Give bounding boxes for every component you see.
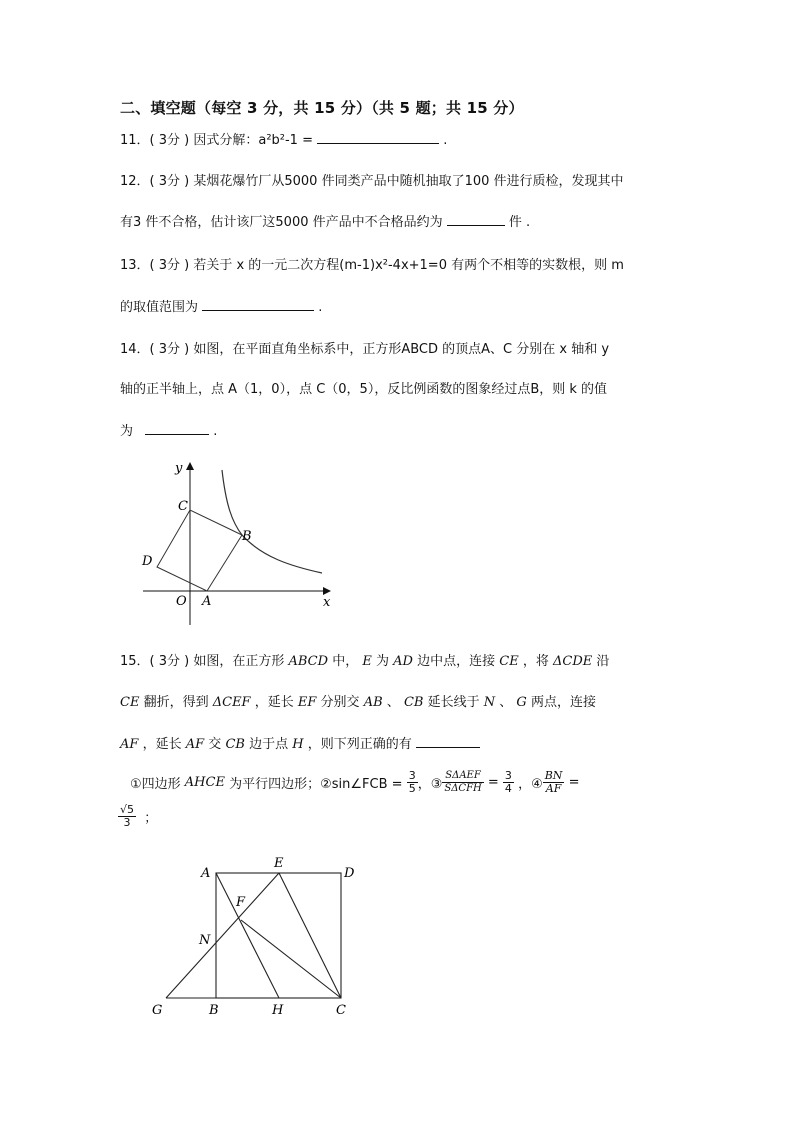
label-h: H xyxy=(272,1003,284,1018)
q15-l1-f: AD xyxy=(393,654,413,669)
q15-opt4-fraction xyxy=(543,770,565,795)
q12-line2-post: 件 . xyxy=(508,215,531,230)
q14-line3-post: . xyxy=(213,424,218,439)
q15-l2-b: 翻折，得到 xyxy=(143,695,209,710)
q15-l2-g: AB xyxy=(363,695,383,710)
question-11 xyxy=(120,129,447,148)
q15-opt3-rnum: 3 xyxy=(504,768,512,782)
q15-l2-k: N xyxy=(483,695,496,710)
section-title: 二、填空题（每空 3 分，共 15 分）（共 5 题；共 15 分） xyxy=(120,99,524,117)
q14-answer-blank[interactable] xyxy=(145,422,209,435)
q14-line2: 轴的正半轴上，点 A（1，0），点 C（0，5），反比例函数的图象经过点B，则 k 的值 xyxy=(120,382,608,397)
segment-ec xyxy=(279,873,341,998)
q15-opt3-fraction xyxy=(442,770,483,795)
q15-l2-m: G xyxy=(516,695,527,710)
q12-line1: 12．( 3分 ) 某烟花爆竹厂从5000 件同类产品中随机抽取了100 件进行质检，发现其中 xyxy=(120,174,624,189)
label-a: A xyxy=(201,866,211,881)
q15-opt4-den: AF xyxy=(545,781,562,795)
label-d: D xyxy=(344,866,355,881)
q15-opt2-fraction xyxy=(407,770,418,795)
q15-l3-f: 边于点 xyxy=(249,737,289,752)
label-f: F xyxy=(236,895,246,910)
q15-opt3-num: SΔAEF xyxy=(442,770,483,783)
label-y: y xyxy=(175,461,183,476)
q11-answer-blank[interactable] xyxy=(317,131,439,144)
q11-tail: . xyxy=(443,133,448,148)
q15-l1-e: 为 xyxy=(376,654,390,669)
square-abcd xyxy=(216,873,341,998)
q12-line2 xyxy=(120,211,530,230)
q12-answer-blank[interactable] xyxy=(447,213,505,226)
q15-l2-h: 、 xyxy=(386,695,400,710)
q15-opt4-pre: ，④ xyxy=(518,776,543,792)
q15-l1-k: 沿 xyxy=(596,654,610,669)
q15-l2-d: ，延长 xyxy=(254,695,294,710)
q13-answer-blank[interactable] xyxy=(202,298,314,311)
q15-l2-j: 延长线于 xyxy=(427,695,480,710)
label-c: C xyxy=(178,499,188,514)
q15-l2-a: CE xyxy=(120,695,140,710)
q15-line2 xyxy=(120,691,596,710)
q15-l3-b: ，延长 xyxy=(142,737,182,752)
label-g: G xyxy=(152,1003,163,1018)
q15-l2-l: 、 xyxy=(499,695,513,710)
q15-l1-a: 15．( 3分 ) 如图，在正方形 xyxy=(120,654,285,669)
q15-l1-h: CE xyxy=(499,654,519,669)
q15-opt3-pre: ，③ xyxy=(417,776,443,792)
q15-opt3-eq: = xyxy=(487,774,499,790)
q15-answer-blank[interactable] xyxy=(416,735,480,748)
q15-opt4-ratio xyxy=(118,804,136,829)
q15-l3-d: 交 xyxy=(208,737,222,752)
q15-line3 xyxy=(120,733,480,752)
q15-l3-a: AF xyxy=(120,737,139,752)
q15-l2-f: 分别交 xyxy=(320,695,360,710)
q15-opt3-rden: 4 xyxy=(504,781,512,795)
q15-l3-c: AF xyxy=(185,737,205,752)
segment-ah xyxy=(216,873,279,998)
q15-options xyxy=(130,764,579,800)
q15-l1-c: 中， xyxy=(332,654,359,669)
q15-opt2-den: 5 xyxy=(408,781,416,795)
q15-l2-i: CB xyxy=(403,695,424,710)
q12-line2-pre: 有3 件不合格，估计该厂这5000 件产品中不合格品约为 xyxy=(120,215,443,230)
q15-opt4-num: BN xyxy=(544,768,563,782)
q14-line3-pre: 为 xyxy=(120,424,134,439)
square-abcd xyxy=(157,510,242,591)
q15-opt3-ratio xyxy=(503,770,514,795)
q15-opt2-num: 3 xyxy=(408,768,416,782)
segment-fc xyxy=(241,920,341,998)
q15-l1-j: ΔCDE xyxy=(553,654,593,669)
q15-opt1-b: AHCE xyxy=(184,774,225,790)
q14-line3 xyxy=(120,420,217,439)
q13-line1: 13．( 3分 ) 若关于 x 的一元二次方程(m-1)x²-4x+1=0 有两个不相等的实数根，则 m xyxy=(120,258,624,273)
q15-l3-e: CB xyxy=(225,737,245,752)
q13-line2 xyxy=(120,296,322,315)
q15-opt3-den: SΔCFH xyxy=(444,782,482,794)
label-x: x xyxy=(323,595,331,610)
q15-l2-e: EF xyxy=(297,695,317,710)
label-a: A xyxy=(202,594,212,609)
segment-eg xyxy=(166,873,279,998)
q15-l2-n: 两点，连接 xyxy=(530,695,596,710)
label-d: D xyxy=(142,554,153,569)
q15-opt4-rnum: √5 xyxy=(120,803,135,816)
q15-opt4-rden: 3 xyxy=(123,816,131,829)
q11-text: 11．( 3分 ) 因式分解：a²b²-1 = xyxy=(120,133,313,148)
q15-l3-h: ，则下列正确的有 xyxy=(307,737,412,752)
q14-line1: 14．( 3分 ) 如图，在平面直角坐标系中，正方形ABCD 的顶点A、C 分别在 x 轴和 y xyxy=(120,342,610,357)
label-n: N xyxy=(199,933,211,948)
q15-l1-g: 边中点，连接 xyxy=(417,654,496,669)
q15-opt4-eq: = xyxy=(568,774,580,790)
q15-opt4-tail: ； xyxy=(144,811,158,826)
q14-figure xyxy=(130,455,340,630)
q15-l1-i: ，将 xyxy=(522,654,549,669)
q15-l3-g: H xyxy=(292,737,304,752)
q15-opt1-a: ①四边形 xyxy=(130,776,181,792)
label-b: B xyxy=(209,1003,219,1018)
hyperbola-curve xyxy=(222,470,322,573)
label-o: O xyxy=(176,594,187,609)
q15-l2-c: ΔCEF xyxy=(212,695,251,710)
label-e: E xyxy=(274,856,284,871)
q15-l1-b: ABCD xyxy=(288,654,329,669)
q13-line2-post: . xyxy=(318,300,323,315)
q15-options-cont xyxy=(118,804,157,829)
label-c: C xyxy=(336,1003,346,1018)
q15-l1-d: E xyxy=(362,654,372,669)
q15-figure xyxy=(145,850,365,1025)
q13-line2-pre: 的取值范围为 xyxy=(120,300,199,315)
q15-line1 xyxy=(120,650,609,669)
q15-opt1-c: 为平行四边形；②sin∠FCB = xyxy=(229,776,403,792)
label-b: B xyxy=(242,529,252,544)
